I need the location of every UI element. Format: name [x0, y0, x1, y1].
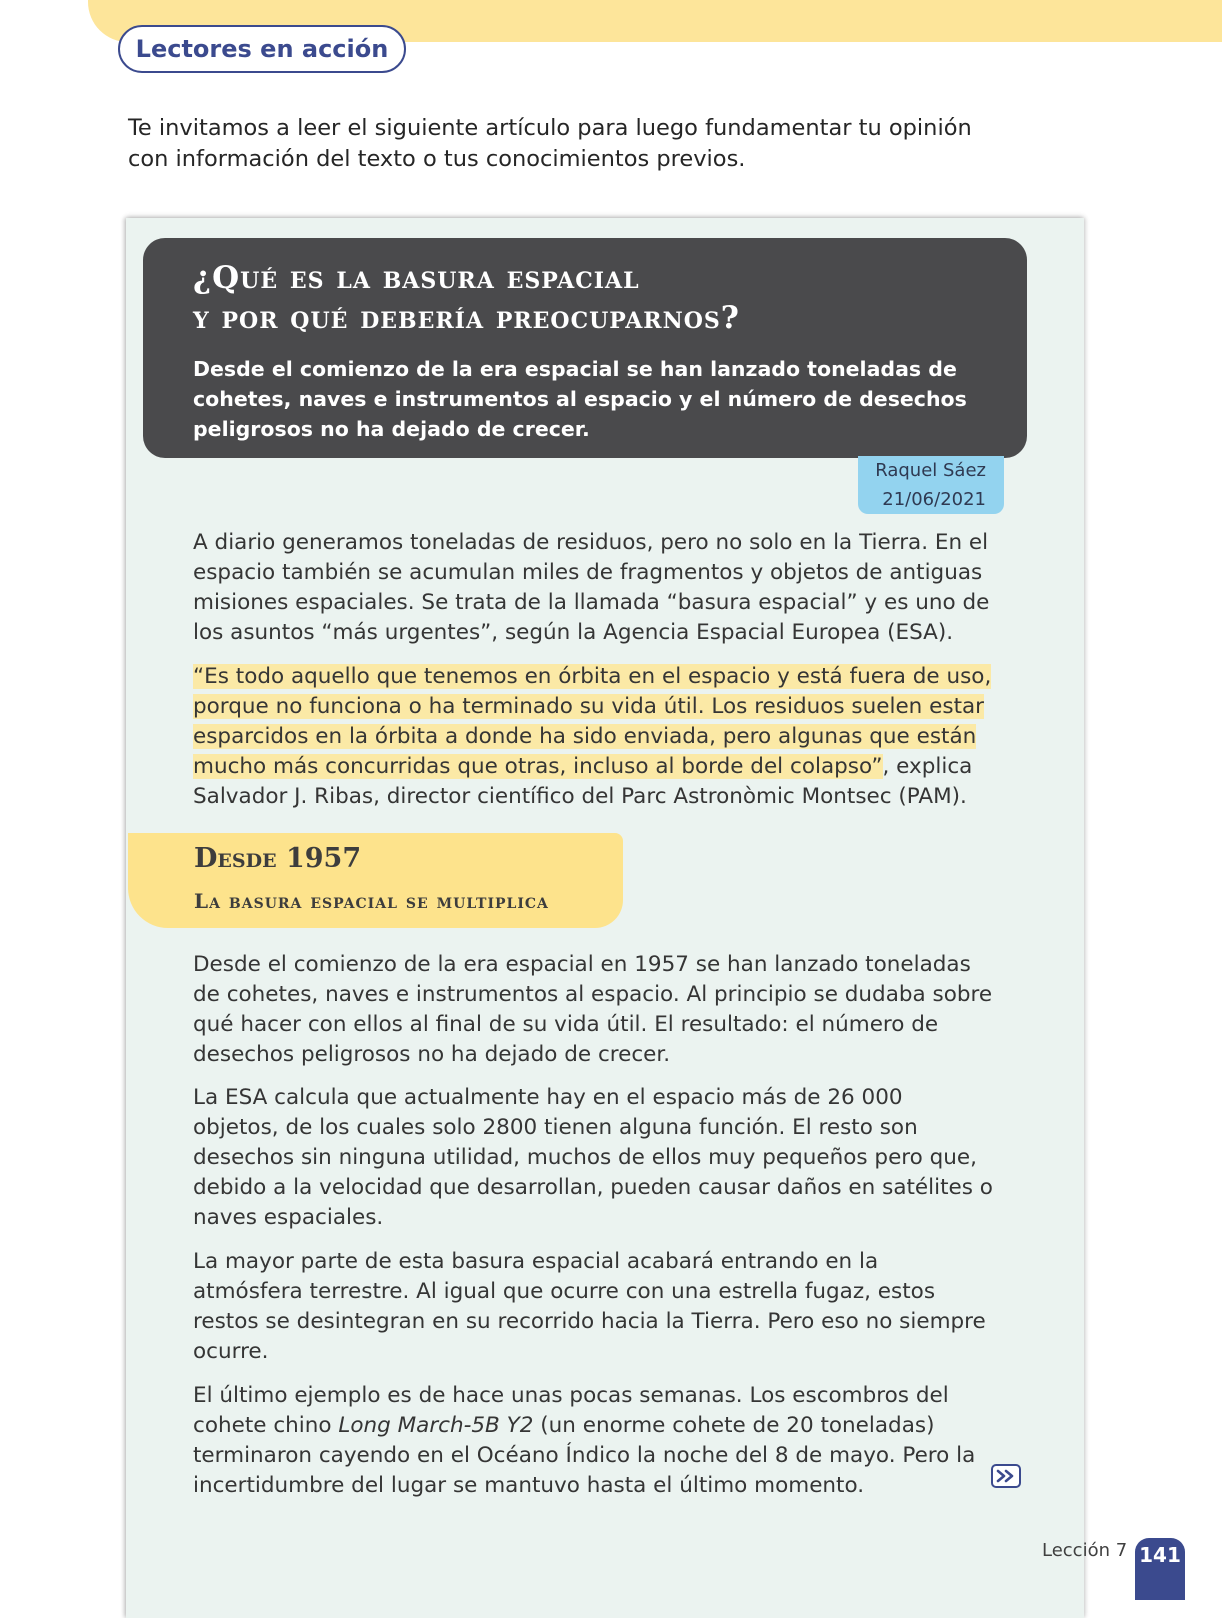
section-subtitle: La basura espacial se multiplica — [194, 889, 549, 913]
article-title-box — [143, 238, 1027, 458]
article-lead: Desde el comienzo de la era espacial se han lanzado toneladas de cohetes, naves e instrumentos al espacio y el número de desechos peligrosos no ha dejado de crecer. — [193, 357, 967, 441]
paragraph-6 — [193, 1381, 993, 1501]
page-number: 141 — [1135, 1538, 1185, 1600]
article-title-line-2: y por qué debería preocuparnos? — [193, 300, 740, 336]
section-heading — [128, 833, 623, 928]
highlighted-quote: “Es todo aquello que tenemos en órbita en el espacio y está fuera de uso, porque no funciona o ha terminado su vida útil. Los residuos suelen estar esparcidos en la órbita a donde ha sido enviada, pero algunas que están mucho más concurridas que otras, incluso al borde del colapso” — [193, 664, 992, 779]
paragraph-4: La ESA calcula que actualmente hay en el espacio más de 26 000 objetos, de los cuales solo 2800 tienen alguna función. El resto son desechos sin ninguna utilidad, muchos de ellos muy pequeños pero que, debido a la velocidad que desarrollan, pueden causar daños en satélites o naves espaciales. — [193, 1085, 993, 1230]
intro-text: Te invitamos a leer el siguiente artículo para luego fundamentar tu opinión con información del texto o tus conocimientos previos. — [128, 115, 972, 172]
author-name: Raquel Sáez — [875, 460, 986, 481]
section-label: Lectores en acción — [118, 25, 406, 73]
paragraph-1: A diario generamos toneladas de residuos, pero no solo en la Tierra. En el espacio también se acumulan miles de fragmentos y objetos de antiguas misiones espaciales. Se trata de la llamada “basura espacial” y es uno de los asuntos “más urgentes”, según la Agencia Espacial Europea (ESA). — [193, 530, 990, 645]
quote-attribution: , explica Salvador J. Ribas, director científico del Parc Astronòmic Montsec (PAM). — [193, 754, 973, 809]
byline — [858, 456, 1004, 514]
lesson-label: Lección 7 — [1042, 1540, 1128, 1561]
article-title-line-1: ¿Qué es la basura espacial — [193, 260, 640, 296]
paragraph-3: Desde el comienzo de la era espacial en 1957 se han lanzado toneladas de cohetes, naves e instrumentos al espacio. Al principio se dudaba sobre qué hacer con ellos al final de su vida útil. El resultado: el número de desechos peligrosos no ha dejado de crecer. — [193, 952, 993, 1067]
paragraph-6-end: (un enorme cohete de 20 toneladas) terminaron cayendo en el Océano Índico la noche del 8 de mayo. Pero la incertidumbre del lugar se mantuvo hasta el último momento. — [193, 1413, 976, 1498]
publish-date: 21/06/2021 — [882, 489, 986, 510]
paragraph-6-start: El último ejemplo es de hace unas pocas semanas. Los escombros del cohete chino — [193, 1383, 949, 1438]
rocket-name: Long March-5B Y2 — [338, 1413, 534, 1438]
section-year: Desde 1957 — [194, 843, 362, 874]
paragraph-2 — [193, 662, 993, 812]
paragraph-5: La mayor parte de esta basura espacial acabará entrando en la atmósfera terrestre. Al igual que ocurre con una estrella fugaz, estos restos se desintegran en su recorrido hacia la Tierra. Pero eso no siempre ocurre. — [193, 1249, 986, 1364]
double-chevron-right-icon[interactable] — [991, 1464, 1021, 1488]
